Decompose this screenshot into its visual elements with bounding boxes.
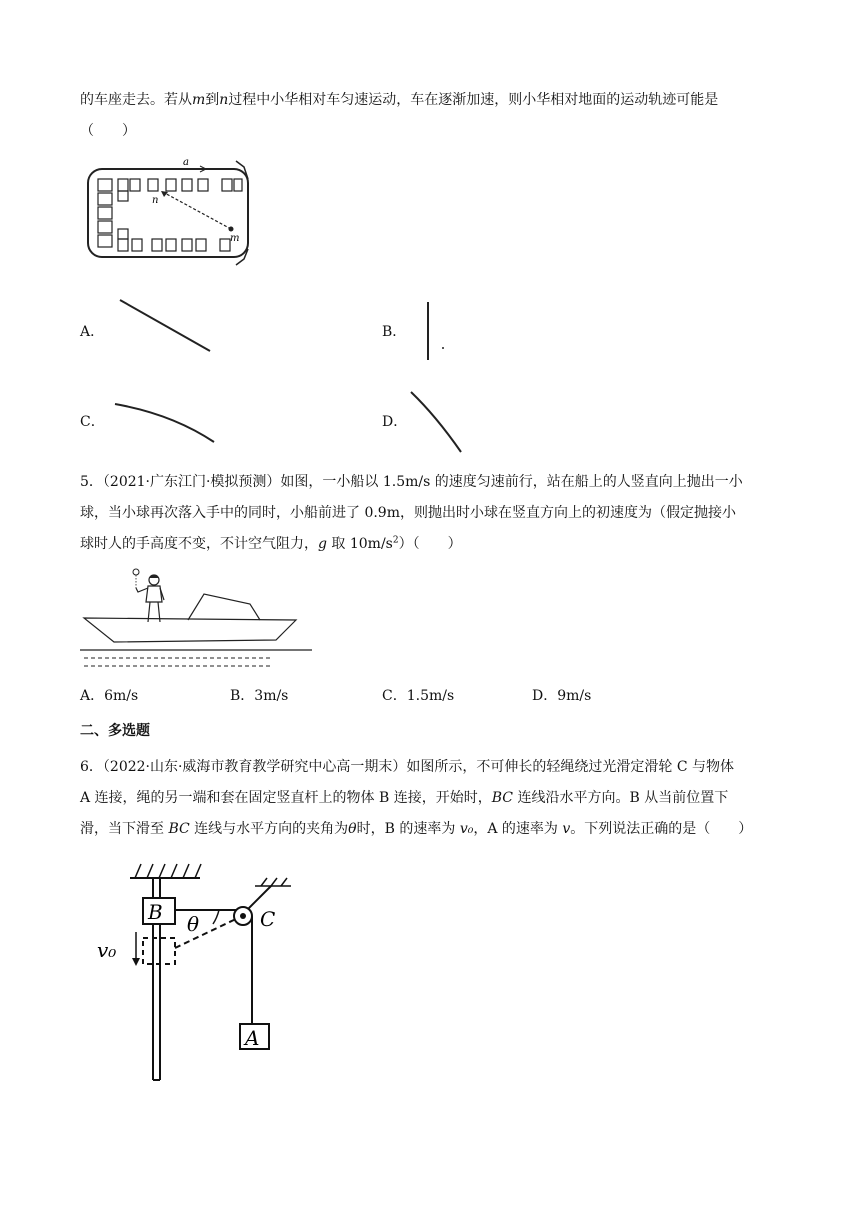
figure-label-c: C [260, 907, 276, 931]
q6-line1: 6．（2022·山东·威海市教育教学研究中心高一期末）如图所示，不可伸长的轻绳绕过光滑定滑轮 C 与物体 [80, 759, 735, 775]
q6-var-bc-2: BC [168, 821, 190, 837]
q4-option-c-path [112, 400, 216, 444]
q5-line3-b: 取 10m/s [326, 536, 393, 552]
q4-option-a-path [118, 298, 213, 353]
q6-line2-b: 连线沿水平方向。B 从当前位置下 [513, 790, 729, 806]
q4-var-m: m [192, 92, 206, 108]
bus-figure [86, 155, 258, 273]
q6-var-v0: v₀ [459, 821, 474, 837]
figure-label-v0: v₀ [97, 938, 117, 962]
q6-var-theta: θ [348, 821, 357, 837]
q5-superscript: 2 [392, 535, 399, 546]
q6-line3-b: 连线与水平方向的夹角为 [189, 821, 349, 837]
q4-answer-paren: （ ） [80, 123, 136, 139]
q5-line1: 5．（2021·广东江门·模拟预测）如图，一小船以 1.5m/s 的速度匀速前行，站在船上的人竖直向上抛出一小 [80, 474, 743, 490]
q4-option-c-label: C． [80, 414, 105, 430]
q5-option-b: B．3m/s [230, 688, 289, 704]
figure-label-b: B [148, 900, 163, 924]
q4-option-d-label: D． [382, 414, 408, 430]
figure-label-a: A [245, 1026, 260, 1050]
q4-text-to: 到 [205, 92, 220, 108]
q6-line2-a: A 连接，绳的另一端和套在固定竖直杆上的物体 B 连接，开始时， [80, 790, 492, 806]
q4-option-a-label: A． [80, 324, 105, 340]
q5-line3-a: 球时人的手高度不变，不计空气阻力， [80, 536, 318, 552]
q5-line2: 球，当小球再次落入手中的同时，小船前进了 0.9m，则抛出时小球在竖直方向上的初速度为（假定抛接小 [80, 505, 736, 521]
q4-option-b-label: B． [382, 324, 407, 340]
pulley-figure [95, 858, 305, 1086]
q6-var-bc: BC [491, 790, 514, 806]
bus-label-a: a [183, 157, 189, 168]
q5-line3 [80, 534, 462, 554]
q6-line3-e: 。下列说法正确的是（ ） [570, 821, 753, 837]
q6-line2 [80, 788, 728, 808]
q6-line3-c: 时，B 的速率为 [356, 821, 460, 837]
figure-label-theta: θ [187, 912, 200, 936]
q4-text-b: 过程中小华相对车匀速运动，车在逐渐加速，则小华相对地面的运动轨迹可能是 [228, 92, 719, 108]
q4-option-d-path [408, 390, 464, 454]
q4-text-a: 的车座走去。若从 [80, 92, 192, 108]
q5-option-d: D．9m/s [532, 688, 592, 704]
q5-line3-c: ）（ ） [398, 536, 462, 552]
q5-var-g: g [318, 536, 327, 552]
boat-figure [80, 566, 312, 674]
q6-line3-d: ，A 的速率为 [473, 821, 563, 837]
q4-line1 [80, 90, 718, 110]
q5-option-c: C．1.5m/s [382, 688, 455, 704]
q4-option-b-path [424, 300, 448, 362]
q4-var-n: n [219, 92, 229, 108]
q5-option-a: A．6m/s [80, 688, 139, 704]
section-heading-multiple-choice: 二、多选题 [80, 723, 150, 739]
bus-label-m: m [230, 233, 240, 244]
q6-var-v: v [562, 821, 571, 837]
q6-line3-a: 滑，当下滑至 [80, 821, 169, 837]
bus-label-n: n [152, 195, 159, 206]
q6-line3 [80, 819, 752, 839]
